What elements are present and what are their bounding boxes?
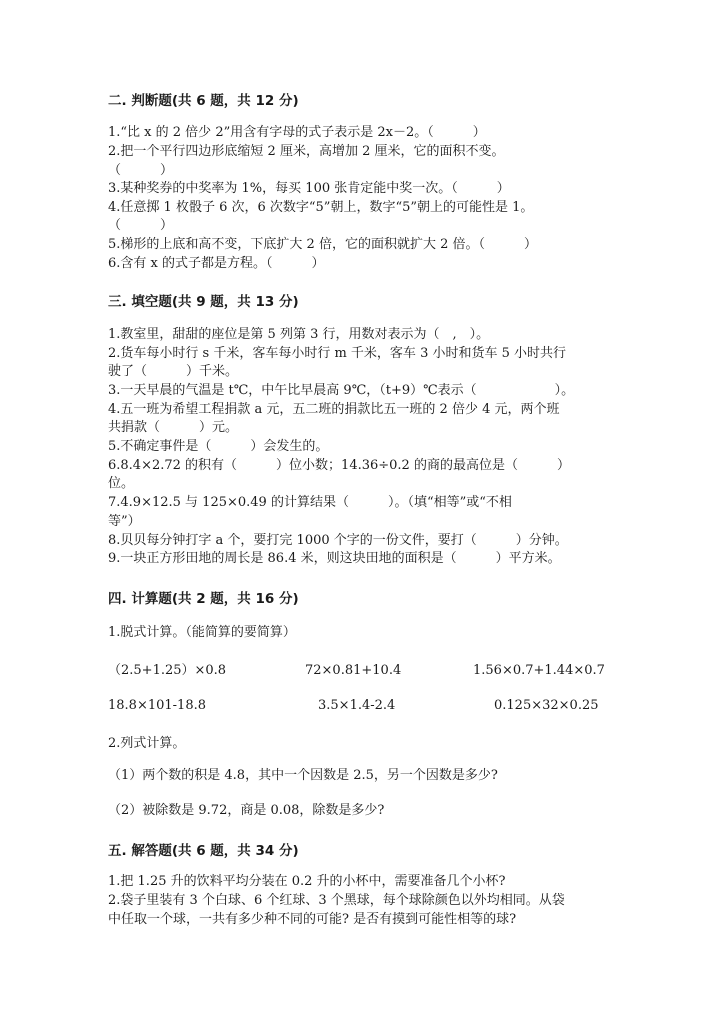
fill-q6-cont: 位。	[108, 476, 135, 491]
calc-expression: 18.8×101-18.8	[108, 698, 206, 713]
judgment-q4: 4.任意掷 1 枚骰子 6 次，6 次数字“5”朝上，数字“5”朝上的可能性是 1。	[108, 200, 534, 215]
fill-q4-cont: 共捐款（ ）元。	[108, 420, 239, 435]
calc-q2-sub2: （2）被除数是 9.72，商是 0.08，除数是多少?	[108, 803, 385, 818]
judgment-q1: 1.“比 x 的 2 倍少 2”用含有字母的式子表示是 2x－2。（ ）	[108, 125, 486, 140]
section-title-fill-blank: 三. 填空题(共 9 题，共 13 分)	[108, 294, 299, 310]
calc-q2-sub1: （1）两个数的积是 4.8，其中一个因数是 2.5，另一个因数是多少?	[108, 768, 498, 783]
fill-q1: 1.教室里，甜甜的座位是第 5 列第 3 行，用数对表示为（ , ）。	[108, 327, 490, 342]
calc-expression: 72×0.81+10.4	[305, 663, 402, 678]
fill-q6: 6.8.4×2.72 的积有（ ）位小数；14.36÷0.2 的商的最高位是（ ）	[108, 458, 570, 473]
judgment-q4-bracket: （ ）	[108, 218, 174, 233]
calc-expression: 1.56×0.7+1.44×0.7	[473, 663, 605, 678]
section-title-word-problems: 五. 解答题(共 6 题，共 34 分)	[108, 843, 299, 859]
fill-q2: 2.货车每小时行 s 千米，客车每小时行 m 千米，客车 3 小时和货车 5 小时共行	[108, 346, 567, 361]
answer-q2-cont: 中任取一个球，一共有多少种不同的可能? 是否有摸到可能性相等的球?	[108, 912, 517, 927]
section-title-judgment: 二. 判断题(共 6 题，共 12 分)	[108, 93, 299, 109]
fill-q7: 7.4.9×12.5 与 125×0.49 的计算结果（ ）。（填“相等”或“不相	[108, 495, 512, 510]
calc-q2: 2.列式计算。	[108, 736, 186, 751]
fill-q3: 3.一天早晨的气温是 t℃，中午比早晨高 9℃，（t+9）℃表示（ ）。	[108, 383, 575, 398]
calc-expression: （2.5+1.25）×0.8	[108, 663, 227, 678]
judgment-q2: 2.把一个平行四边形底缩短 2 厘米，高增加 2 厘米，它的面积不变。	[108, 144, 505, 159]
fill-q7-cont: 等”）	[108, 514, 141, 529]
answer-q2: 2.袋子里装有 3 个白球、6 个红球、3 个黑球，每个球除颜色以外均相同。从袋	[108, 893, 565, 908]
fill-q8: 8.贝贝每分钟打字 a 个，要打完 1000 个字的一份文件，要打（ ）分钟。	[108, 533, 568, 548]
answer-q1: 1.把 1.25 升的饮料平均分装在 0.2 升的小杯中，需要准备几个小杯?	[108, 874, 506, 889]
judgment-q2-bracket: （ ）	[108, 163, 174, 178]
fill-q4: 4.五一班为希望工程捐款 a 元，五二班的捐款比五一班的 2 倍少 4 元，两个班	[108, 402, 560, 417]
fill-q9: 9.一块正方形田地的周长是 86.4 米，则这块田地的面积是（ ）平方米。	[108, 551, 561, 566]
fill-q2-cont: 驶了（ ）千米。	[108, 364, 239, 379]
judgment-q3: 3.某种奖券的中奖率为 1%，每买 100 张肯定能中奖一次。（ ）	[108, 181, 510, 196]
section-title-calculation: 四. 计算题(共 2 题，共 16 分)	[108, 591, 299, 607]
judgment-q6: 6.含有 x 的式子都是方程。（ ）	[108, 256, 325, 271]
judgment-q5: 5.梯形的上底和高不变，下底扩大 2 倍，它的面积就扩大 2 倍。（ ）	[108, 237, 537, 252]
fill-q5: 5.不确定事件是（ ）会发生的。	[108, 439, 329, 454]
calc-expression: 0.125×32×0.25	[494, 698, 599, 713]
calc-expression: 3.5×1.4-2.4	[318, 698, 396, 713]
calc-q1: 1.脱式计算。（能简算的要简算）	[108, 625, 296, 640]
